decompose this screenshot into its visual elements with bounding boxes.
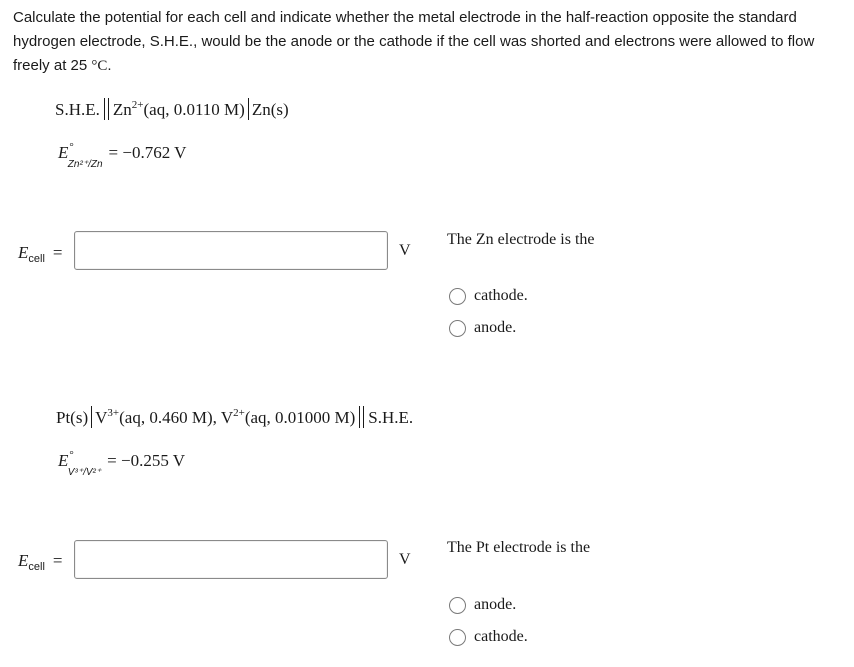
ecell-input-1[interactable] <box>74 231 388 270</box>
radio-button[interactable] <box>449 288 466 305</box>
ecell-label-1 <box>18 243 63 263</box>
ecell-subscript: cell <box>28 561 45 573</box>
cell-ion-charge: 2+ <box>131 99 144 111</box>
option-cathode-1[interactable] <box>449 285 528 307</box>
ecell-equals: = <box>52 243 63 262</box>
intro-text: Calculate the potential for each cell and indicate whether the metal electrode in the half-reaction opposite the standard hydrogen electrode, S.H.E., would be the anode or the cathode if the cell was shorted and electrons were allowed to flow freely at 25 <box>13 9 815 74</box>
ecell-input-2[interactable] <box>74 540 388 579</box>
cell-right-electrode: S.H.E. <box>368 408 414 427</box>
salt-bridge <box>104 98 109 120</box>
electrode-prompt-2: The Pt electrode is the <box>447 539 591 556</box>
cell-notation-2 <box>56 406 413 428</box>
cell-ion-1-charge: 3+ <box>107 407 120 419</box>
potential-subscript: Zn²⁺/Zn <box>67 159 103 170</box>
phase-boundary <box>91 406 92 428</box>
potential-value: = −0.762 V <box>108 143 187 162</box>
potential-symbol: E <box>58 451 69 470</box>
option-label: cathode. <box>474 628 528 645</box>
ecell-equals: = <box>52 551 63 570</box>
temperature-unit: °C <box>91 58 108 74</box>
cell-left-electrode: Pt(s) <box>56 408 89 427</box>
salt-bridge <box>359 406 364 428</box>
cell-ion: Zn <box>112 100 132 119</box>
option-label: cathode. <box>474 287 528 304</box>
radio-button[interactable] <box>449 320 466 337</box>
option-anode-1[interactable] <box>449 317 516 339</box>
ecell-label-2 <box>18 551 63 571</box>
option-anode-2[interactable] <box>449 594 516 616</box>
radio-button[interactable] <box>449 629 466 646</box>
unit-label-2: V <box>399 551 411 568</box>
cell-notation-1 <box>55 98 289 120</box>
cell-ion-2-charge: 2+ <box>233 407 245 419</box>
unit-label-1: V <box>399 242 411 259</box>
cell-ion-1-conditions: (aq, 0.460 M), <box>119 408 221 427</box>
standard-potential-2 <box>58 451 185 478</box>
potential-subscript: V³⁺/V²⁺ <box>67 467 102 478</box>
cell-ion-conditions: (aq, 0.0110 M) <box>143 100 245 119</box>
ecell-symbol: E <box>18 243 29 262</box>
intro-period: . <box>107 57 112 74</box>
potential-degree: ° <box>69 449 74 461</box>
potential-value: = −0.255 V <box>107 451 186 470</box>
radio-button[interactable] <box>449 597 466 614</box>
electrode-prompt-1: The Zn electrode is the <box>447 231 595 248</box>
standard-potential-1 <box>58 143 186 170</box>
cell-left-electrode: S.H.E. <box>55 100 100 119</box>
ecell-subscript: cell <box>28 253 45 265</box>
cell-right-electrode: Zn(s) <box>251 100 289 119</box>
option-cathode-2[interactable] <box>449 626 528 648</box>
question-intro <box>13 6 833 78</box>
option-label: anode. <box>474 319 517 336</box>
cell-ion-2: V <box>220 408 234 427</box>
potential-degree: ° <box>69 141 74 153</box>
cell-ion-1: V <box>95 408 108 427</box>
cell-ion-2-conditions: (aq, 0.01000 M) <box>244 408 356 427</box>
option-label: anode. <box>474 596 517 613</box>
phase-boundary <box>248 98 249 120</box>
potential-symbol: E <box>58 143 69 162</box>
ecell-symbol: E <box>18 551 29 570</box>
